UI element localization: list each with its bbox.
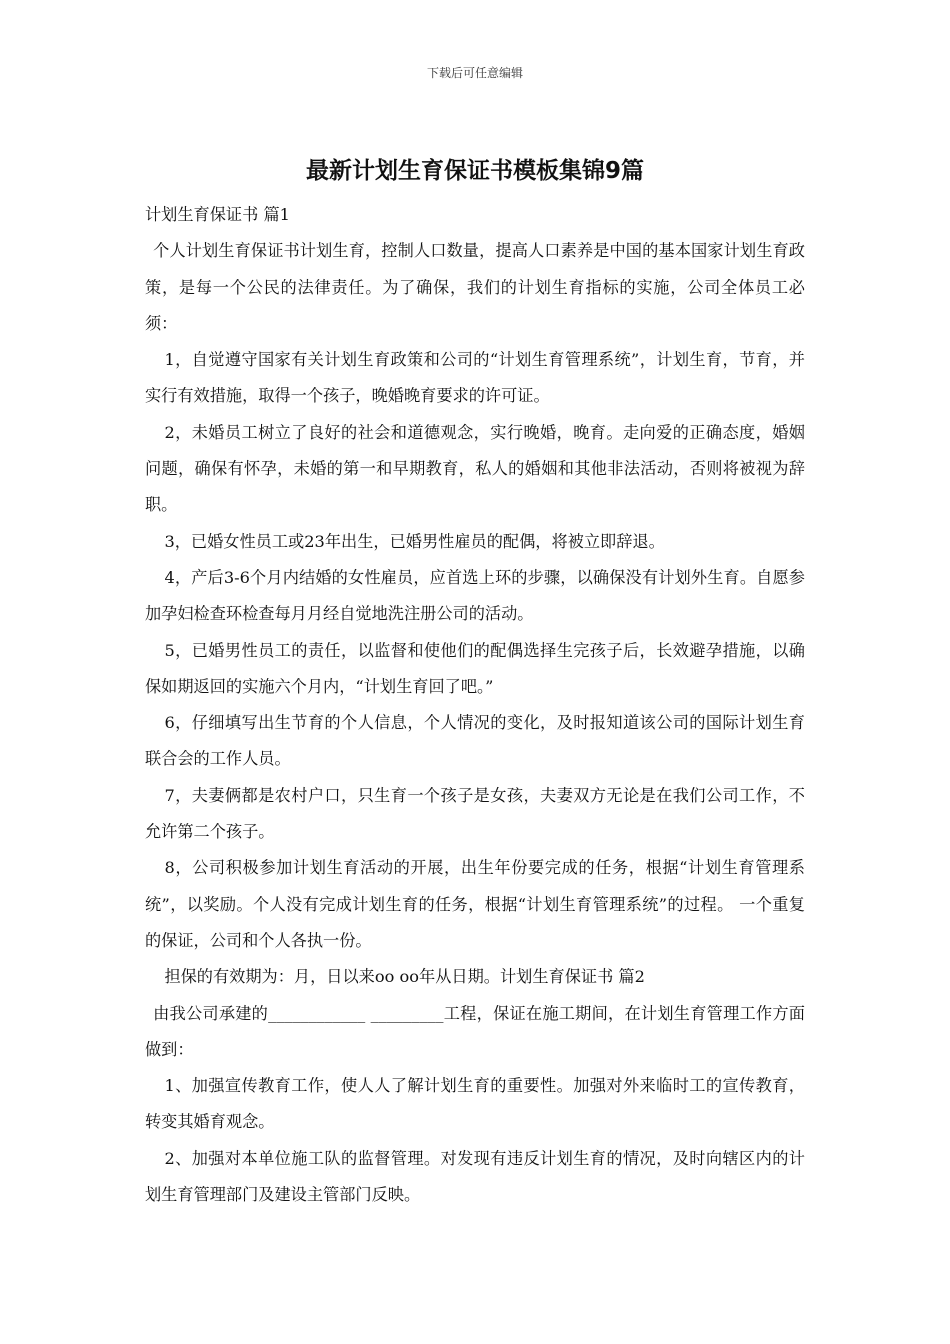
- paragraph: 1、加强宣传教育工作，使人人了解计划生育的重要性。加强对外来临时工的宣传教育，转变其婚育观念。: [145, 1076, 805, 1132]
- section-heading: 计划生育保证书 篇1: [145, 205, 290, 224]
- paragraph: 个人计划生育保证书计划生育，控制人口数量，提高人口素养是中国的基本国家计划生育政策，是每一个公民的法律责任。为了确保，我们的计划生育指标的实施，公司全体员工必须：: [145, 241, 805, 333]
- paragraph: 1，自觉遵守国家有关计划生育政策和公司的“计划生育管理系统”，计划生育，节育，并实行有效措施，取得一个孩子，晚婚晚育要求的许可证。: [145, 350, 805, 406]
- paragraph: 5，已婚男性员工的责任，以监督和使他们的配偶选择生完孩子后，长效避孕措施，以确保如期返回的实施六个月内，“计划生育回了吧。”: [145, 640, 805, 696]
- paragraph: 担保的有效期为：月，日以来oo oo年从日期。计划生育保证书 篇2: [164, 967, 645, 987]
- paragraph: 2、加强对本单位施工队的监督管理。对发现有违反计划生育的情况，及时向辖区内的计划生育管理部门及建设主管部门反映。: [145, 1148, 805, 1205]
- paragraph: 7，夫妻俩都是农村户口，只生育一个孩子是女孩，夫妻双方无论是在我们公司工作，不允许第二个孩子。: [145, 785, 805, 842]
- paragraph: 8，公司积极参加计划生育活动的开展，出生年份要完成的任务，根据“计划生育管理系统”，以奖励。个人没有完成计划生育的任务，根据“计划生育管理系统”的过程。 一个重复的保证，公司和个人各执一份。: [145, 858, 805, 950]
- paragraph: 2，未婚员工树立了良好的社会和道德观念，实行晚婚，晚育。走向爱的正确态度，婚姻问题，确保有怀孕，未婚的第一和早期教育，私人的婚姻和其他非法活动，否则将被视为辞职。: [145, 422, 805, 515]
- header-note: 下载后可任意编辑: [426, 66, 523, 80]
- paragraph: 4，产后3-6个月内结婚的女性雇员，应首选上环的步骤，以确保没有计划外生育。自愿参加孕妇检查环检查每月月经自觉地洗注册公司的活动。: [145, 567, 805, 624]
- paragraph: 3，已婚女性员工或23年出生，已婚男性雇员的配偶，将被立即辞退。: [164, 531, 665, 551]
- document-body: [145, 197, 805, 1213]
- paragraph: 6，仔细填写出生节育的个人信息，个人情况的变化，及时报知道该公司的国际计划生育联合会的工作人员。: [145, 713, 805, 769]
- document-title: 最新计划生育保证书模板集锦9篇: [305, 158, 644, 184]
- paragraph: 由我公司承建的____________ _________工程，保证在施工期间，在计划生育管理工作方面做到：: [145, 1003, 805, 1059]
